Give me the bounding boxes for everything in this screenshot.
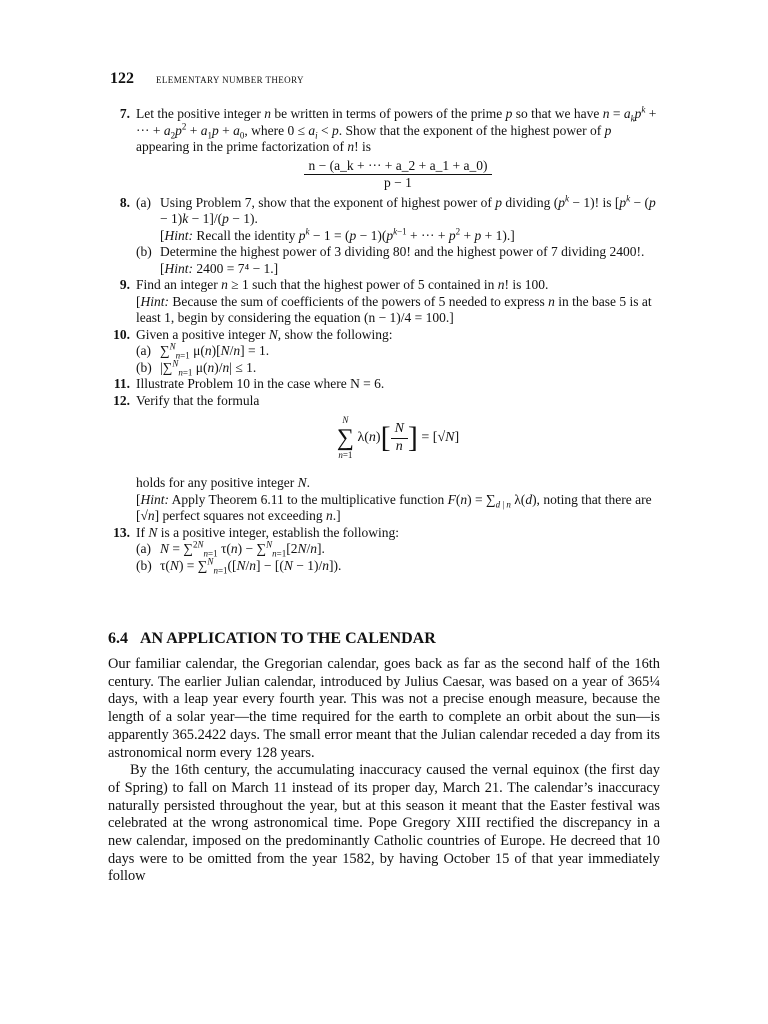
problem-text: holds for any positive integer (136, 475, 295, 490)
paragraph: By the 16th century, the accumulating inaccuracy caused the vernal equinox (the first day of Spring) to fall on March 11 instead of its proper day, March 21. The calendar’s inaccuracy naturally persisted throughout the year, but at this season it meant that the Easter festival was celebrated at the wrong astronomical time. Pope Gregory XIII rectified the discrepancy in a new calendar, imposed on the predominantly Catholic countries of Europe. He decreed that 10 days were to be omitted from the year 1582, by having October 15 of that year immediately follow (108, 762, 660, 885)
problem-text: If (136, 524, 145, 540)
problem-text: show the following: (284, 326, 393, 342)
section-title: AN APPLICATION TO THE CALENDAR (140, 630, 436, 647)
problem-number: 9. (119, 277, 130, 292)
problem-text: Using Problem 7, show that the exponent of highest power of (160, 194, 492, 210)
section-6-4 (108, 630, 660, 886)
subproblem-label: (a) (136, 194, 151, 210)
problem-text: such that the highest power of 5 contained in (252, 277, 495, 292)
subproblem-label: (b) (136, 244, 152, 259)
subproblem-a: (a) N = ∑$^{2N}_{n=1}$ τ(n) − ∑$^N_{n=1}$[2N/n]. (136, 539, 325, 559)
subproblem-label: (a) (136, 541, 151, 556)
problem-9: 9. Find an integer n ≥ 1 such that the highest power of 5 contained in n! is 100. [Hint: Because the sum of coefficients of the powers of 5 needed to express n in the base 5 is at least 1, begin by considering the equation (n − 1)/4 = 100.] (108, 277, 660, 327)
problem-7: 7. Let the positive integer n be written in terms of powers of the prime p so that we have $n = a_kp^k$ + ··· + $a_2p^2 + a_1p + a_0$, where $0 \le a_i < p$. Show that the exponent of the highest power of p appearing in the prime factorization of n! is $\frac{n - (a\_k + \cdot\cdot\cdot + a\_2 + a\_1 + a\_0)}{p - 1}$ (108, 106, 660, 192)
problem-text: so that we have (515, 106, 600, 121)
problem-text: Illustrate Problem 10 in the case where (136, 376, 347, 391)
display-formula: N ∑ n=1 λ(n)[ $\frac{N}{n}$ ] = [√N] (336, 415, 460, 460)
hint: [Hint: Apply Theorem 6.11 to the multiplicative function $F(n) = \sum_{d | n}$ λ(d), noting that there are [√n] perfect squares not exceeding n.] (136, 491, 652, 523)
paragraph: Our familiar calendar, the Gregorian calendar, goes back as far as the second half of the 16th century. The earlier Julian calendar, introduced by Julius Caesar, was based on a year of 365¼ days, with a leap year every fourth year. This was not a precise enough measure, because the length of a solar year—the time required for the earth to complete an orbit about the sun—is apparently 365.2422 days. The small error meant that the Julian calendar receded a day from its astronomical norm every 128 years. (108, 656, 660, 761)
problem-text: Find an integer (136, 277, 218, 292)
subproblem-label: (a) (136, 343, 151, 358)
problem-text: is 100. (512, 277, 549, 292)
problem-text: Determine the highest power of 3 dividing 80! and the highest power of 7 dividing 2400!. (160, 244, 645, 259)
problem-text: be written in terms of powers of the prime (274, 106, 503, 121)
section-number: 6.4 (108, 630, 128, 647)
page-header (110, 70, 304, 88)
section-heading (108, 630, 660, 648)
problem-text: dividing (505, 194, 551, 210)
problem-number: 12. (113, 392, 130, 408)
problem-12: 12. Verify that the formula N ∑ n=1 λ(n)[ $\frac{N}{n}$ ] = [√N] holds for any positive integer N. [Hint: Apply Theorem 6.11 to the multiplicative function $F(n) = \sum_{d | n}$ λ(d), noting that there are [√n] perfect squares not exceeding n.] (108, 393, 660, 525)
subproblem-b: (b) |∑$^N_{n=1}$ μ(n)/n| ≤ 1. (136, 358, 257, 378)
hint: [Hint: 2400 = 7⁴ − 1.] (160, 260, 279, 276)
problem-list (108, 106, 660, 574)
subproblem-b (136, 244, 660, 277)
page-number: 122 (110, 70, 134, 87)
problem-text: Given a positive integer (136, 326, 266, 342)
problem-text: is (362, 139, 372, 154)
subproblem-label: (b) (136, 359, 152, 375)
problem-number: 7. (119, 106, 130, 121)
hint: [Hint: Because the sum of coefficients of the powers of 5 needed to express n in the base 5 is at least 1, begin by considering the equation (n − 1)/4 = 100.] (136, 293, 652, 325)
fraction-denominator: p − 1 (384, 175, 412, 190)
subproblem-label: (b) (136, 557, 152, 573)
problem-text: appearing in the prime factorization of (136, 139, 345, 154)
problem-number: 8. (119, 194, 130, 210)
running-head: ELEMENTARY NUMBER THEORY (156, 75, 304, 85)
problem-text: N = 6. (350, 376, 385, 391)
problem-text: Verify that the formula (136, 392, 260, 408)
hint: [Hint: Recall the identity $p^k - 1 = (p - 1)(p^{k-1}$ + ··· + $p^2 + p + 1$).] (160, 226, 515, 243)
subproblem-a: (a) ∑$^N_{n=1}$ μ(n)[N/n] = 1. (136, 341, 270, 361)
fraction-numerator: n − (a_k + ··· + a_2 + a_1 + a_0) (304, 158, 491, 176)
display-formula (136, 158, 660, 192)
problem-number: 11. (113, 376, 130, 391)
problem-text: is a positive integer, establish the following: (160, 524, 400, 540)
subproblem-b: (b) τ(N) = ∑$^N_{n=1}$([N/n] − [(N − 1)/n]). (136, 556, 342, 576)
section-body (108, 656, 660, 886)
problem-13: 13. If N is a positive integer, establish the following: (a) N = ∑$^{2N}_{n=1}$ τ(n) − ∑$^N_{n=1}$[2N/n]. (b) τ(N) = ∑$^N_{n=1}$([N/n] − [(N − 1)/n]). (108, 525, 660, 575)
problem-text: Show that the exponent of the highest power of (345, 122, 602, 138)
problem-10: 10. Given a positive integer N, show the following: (a) ∑$^N_{n=1}$ μ(n)[N/n] = 1. (b) |∑$^N_{n=1}$ μ(n)/n| ≤ 1. (108, 327, 660, 377)
problem-11 (108, 376, 660, 393)
problem-text: Let the positive integer (136, 106, 261, 121)
problem-number: 10. (113, 326, 130, 342)
problem-number: 13. (113, 524, 130, 540)
subproblem-a: (a) Using Problem 7, show that the exponent of highest power of p dividing $(p^k - 1)$! is $[p^k - (p - 1)k - 1]/(p - 1)$. [Hint: Recall the identity $p^k - 1 = (p - 1)(p^{k-1}$ + ··· + $p^2 + p + 1$).] (136, 195, 660, 245)
problem-8 (108, 195, 660, 278)
